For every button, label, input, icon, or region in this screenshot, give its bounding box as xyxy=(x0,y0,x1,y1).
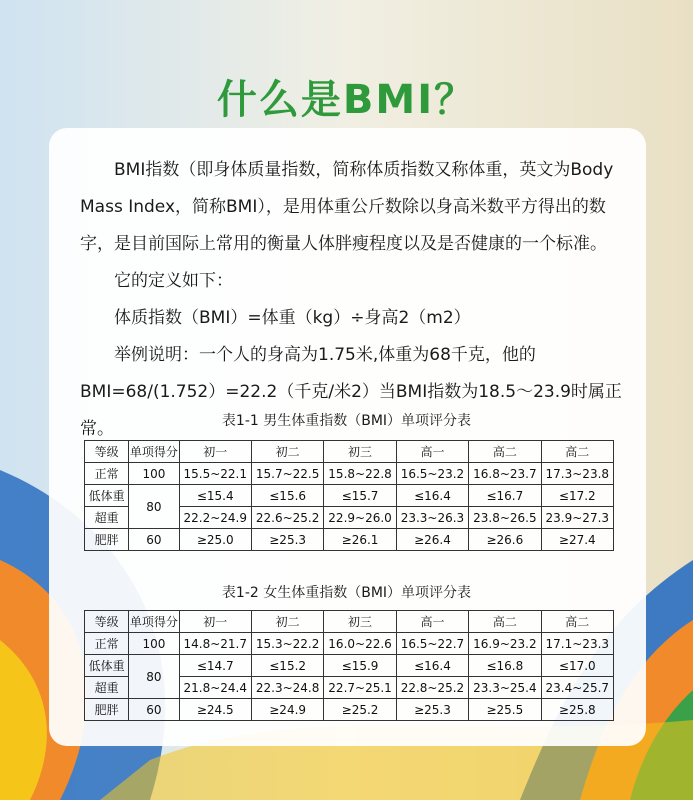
value-cell: ≤15.2 xyxy=(251,655,323,677)
intro-example: 举例说明：一个人的身高为1.75米,体重为68千克，他的BMI=68/(1.752）=22.2（千克/米2）当BMI指数为18.5～23.9时属正常。 xyxy=(80,345,622,439)
value-cell: ≥24.5 xyxy=(179,699,251,721)
value-cell: ≤16.4 xyxy=(396,655,468,677)
value-cell: 15.5~22.1 xyxy=(179,463,251,485)
header-cell: 高一 xyxy=(396,611,468,633)
value-cell: 16.5~22.7 xyxy=(396,633,468,655)
header-cell: 初一 xyxy=(179,611,251,633)
intro-definition: BMI指数（即身体质量指数，简称体质指数又称体重，英文为Body Mass Index，简称BMI），是用体重公斤数除以身高米数平方得出的数字，是目前国际上常用的衡量人体胖瘦程度以及是否健康的一个标准。 xyxy=(80,160,614,254)
value-cell: ≥27.4 xyxy=(541,529,613,551)
header-cell: 初三 xyxy=(324,611,396,633)
table-row xyxy=(85,463,614,485)
value-cell: ≤14.7 xyxy=(179,655,251,677)
header-cell: 高二 xyxy=(541,441,613,463)
header-cell: 等级 xyxy=(85,611,129,633)
table-header-row xyxy=(85,611,614,633)
value-cell: ≥25.2 xyxy=(324,699,396,721)
table-row xyxy=(85,485,614,507)
value-cell: 22.7~25.1 xyxy=(324,677,396,699)
value-cell: ≥26.6 xyxy=(469,529,541,551)
value-cell: 22.8~25.2 xyxy=(396,677,468,699)
grade-cell: 低体重 xyxy=(85,655,129,677)
value-cell: 23.9~27.3 xyxy=(541,507,613,529)
header-cell: 初三 xyxy=(324,441,396,463)
intro-formula-lead: 它的定义如下： xyxy=(114,271,233,291)
grade-cell: 超重 xyxy=(85,507,129,529)
score-cell: 60 xyxy=(129,529,179,551)
header-cell: 高二 xyxy=(469,611,541,633)
value-cell: ≥25.8 xyxy=(541,699,613,721)
grade-cell: 正常 xyxy=(85,463,129,485)
value-cell: ≤16.8 xyxy=(469,655,541,677)
value-cell: ≤16.4 xyxy=(396,485,468,507)
value-cell: ≤15.9 xyxy=(324,655,396,677)
value-cell: 16.5~23.2 xyxy=(396,463,468,485)
value-cell: 22.2~24.9 xyxy=(179,507,251,529)
girls-bmi-table xyxy=(84,610,614,721)
value-cell: ≥26.4 xyxy=(396,529,468,551)
table-row xyxy=(85,633,614,655)
value-cell: 23.3~25.4 xyxy=(469,677,541,699)
grade-cell: 低体重 xyxy=(85,485,129,507)
value-cell: ≥25.3 xyxy=(251,529,323,551)
value-cell: 23.3~26.3 xyxy=(396,507,468,529)
value-cell: 16.9~23.2 xyxy=(469,633,541,655)
value-cell: 22.3~24.8 xyxy=(251,677,323,699)
value-cell: ≥24.9 xyxy=(251,699,323,721)
value-cell: ≤17.0 xyxy=(541,655,613,677)
value-cell: 16.8~23.7 xyxy=(469,463,541,485)
value-cell: ≥25.3 xyxy=(396,699,468,721)
score-cell: 100 xyxy=(129,463,179,485)
value-cell: 14.8~21.7 xyxy=(179,633,251,655)
header-cell: 等级 xyxy=(85,441,129,463)
header-cell: 初二 xyxy=(251,611,323,633)
value-cell: ≤15.6 xyxy=(251,485,323,507)
intro-formula: 体质指数（BMI）=体重（kg）÷身高2（m2） xyxy=(114,308,471,328)
value-cell: 17.3~23.8 xyxy=(541,463,613,485)
boys-table-caption: 表1-1 男生体重指数（BMI）单项评分表 xyxy=(221,413,472,429)
value-cell: 15.7~22.5 xyxy=(251,463,323,485)
score-cell: 60 xyxy=(129,699,179,721)
page-title: 什么是BMI？ xyxy=(216,77,477,123)
table-row xyxy=(85,699,614,721)
grade-cell: 超重 xyxy=(85,677,129,699)
header-cell: 高二 xyxy=(541,611,613,633)
boys-bmi-table xyxy=(84,440,614,551)
grade-cell: 肥胖 xyxy=(85,529,129,551)
grade-cell: 正常 xyxy=(85,633,129,655)
value-cell: 21.8~24.4 xyxy=(179,677,251,699)
header-cell: 单项得分 xyxy=(129,611,179,633)
value-cell: ≥25.5 xyxy=(469,699,541,721)
score-cell: 80 xyxy=(129,655,179,699)
value-cell: ≤17.2 xyxy=(541,485,613,507)
value-cell: ≤16.7 xyxy=(469,485,541,507)
score-cell: 80 xyxy=(129,485,179,529)
value-cell: 17.1~23.3 xyxy=(541,633,613,655)
value-cell: 22.6~25.2 xyxy=(251,507,323,529)
table-header-row xyxy=(85,441,614,463)
table-row xyxy=(85,529,614,551)
value-cell: ≤15.7 xyxy=(324,485,396,507)
value-cell: 15.8~22.8 xyxy=(324,463,396,485)
value-cell: 15.3~22.2 xyxy=(251,633,323,655)
value-cell: 16.0~22.6 xyxy=(324,633,396,655)
value-cell: ≥25.0 xyxy=(179,529,251,551)
value-cell: ≥26.1 xyxy=(324,529,396,551)
table-row xyxy=(85,655,614,677)
grade-cell: 肥胖 xyxy=(85,699,129,721)
header-cell: 单项得分 xyxy=(129,441,179,463)
header-cell: 初二 xyxy=(251,441,323,463)
score-cell: 100 xyxy=(129,633,179,655)
girls-table-caption: 表1-2 女生体重指数（BMI）单项评分表 xyxy=(221,585,472,601)
intro-text xyxy=(80,152,625,448)
header-cell: 高一 xyxy=(396,441,468,463)
header-cell: 初一 xyxy=(179,441,251,463)
value-cell: 23.4~25.7 xyxy=(541,677,613,699)
value-cell: ≤15.4 xyxy=(179,485,251,507)
value-cell: 22.9~26.0 xyxy=(324,507,396,529)
header-cell: 高二 xyxy=(469,441,541,463)
value-cell: 23.8~26.5 xyxy=(469,507,541,529)
